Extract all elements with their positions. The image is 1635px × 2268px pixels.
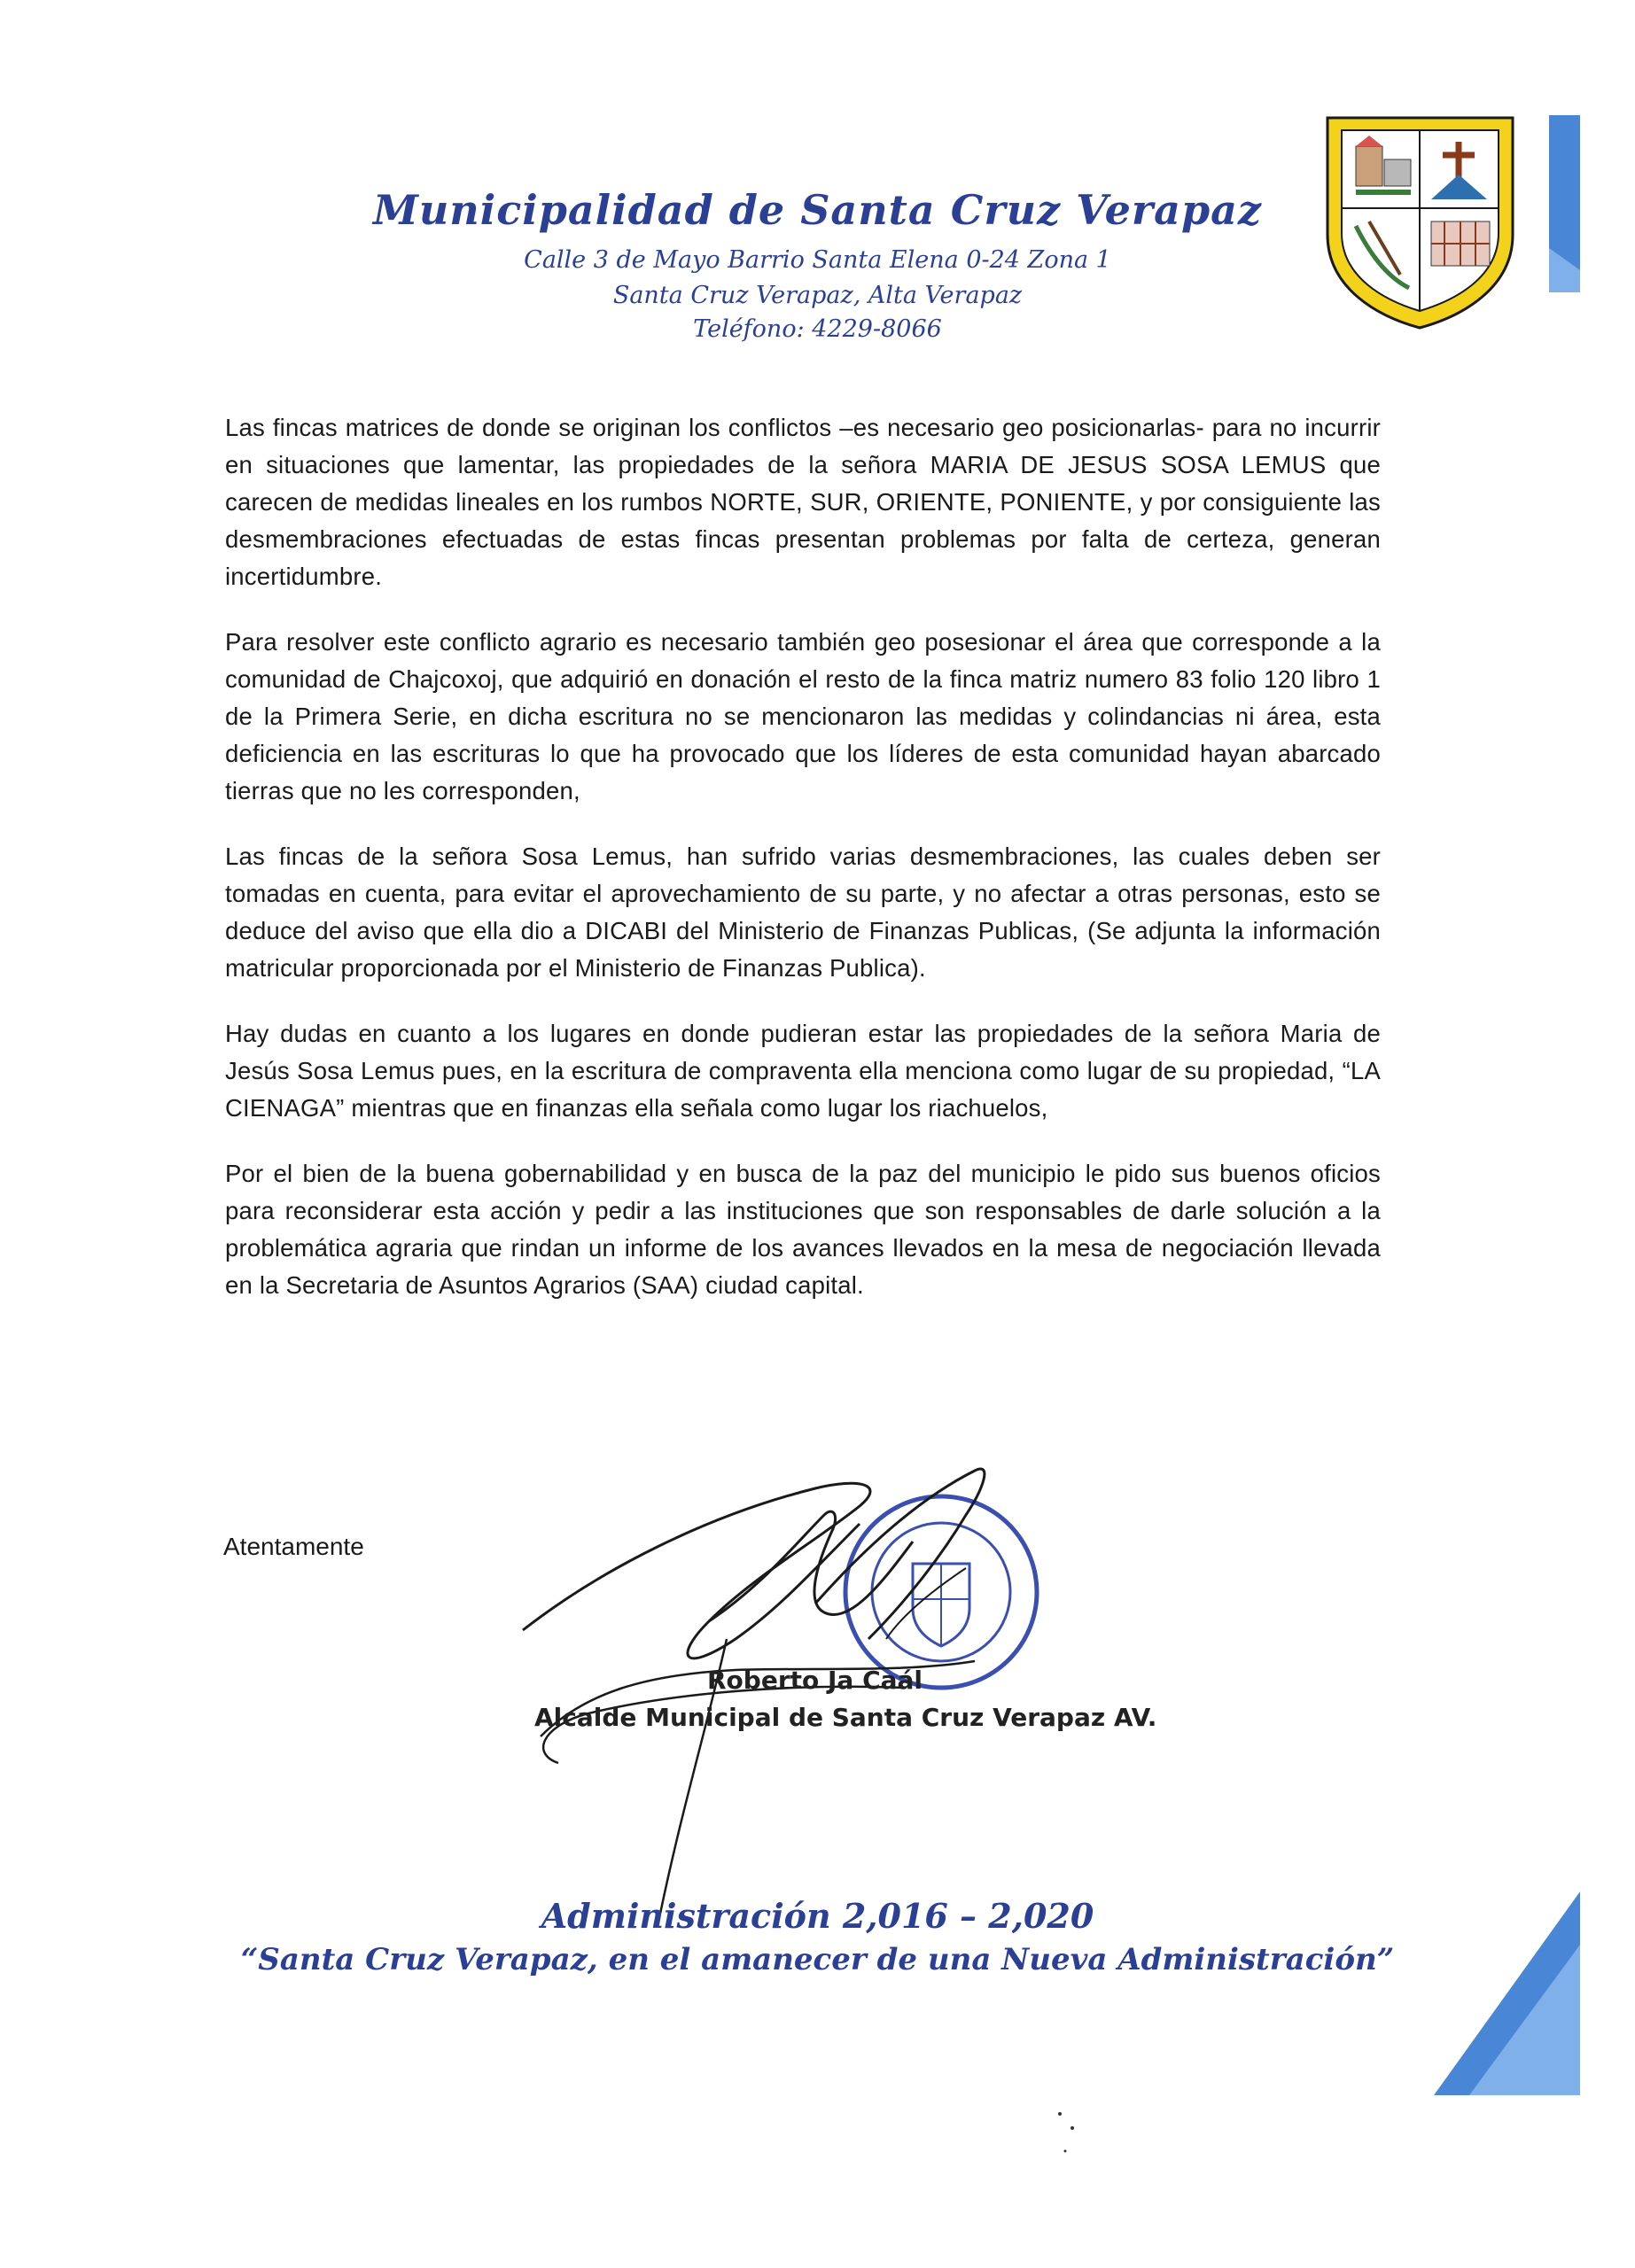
letterhead-phone: Teléfono: 4229-8066	[693, 315, 942, 343]
closing-text: Atentamente	[223, 1533, 364, 1560]
paragraph-4: Hay dudas en cuanto a los lugares en donde pudieran estar las propiedades de la señora Maria de Jesús Sosa Lemus pues, en la escritura de compraventa ella menciona como lugar de su propiedad, “LA CIENAGA” mientras que en finanzas ella señala como lugar los riachuelos,	[225, 1020, 1381, 1122]
footer-administration: Administración 2,016 – 2,020	[541, 1896, 1094, 1936]
signer-title: Alcalde Municipal de Santa Cruz Verapaz AV.	[534, 1703, 1157, 1732]
scan-specks	[1055, 2109, 1090, 2162]
corner-accent-top	[1549, 115, 1580, 292]
footer-slogan: “Santa Cruz Verapaz, en el amanecer de una Nueva Administración”	[240, 1942, 1395, 1977]
paragraph-2: Para resolver este conflicto agrario es necesario también geo posesionar el área que corresponde a la comunidad de Chajcoxoj, que adquirió en donación el resto de la finca matriz numero 83 folio 120 libro 1 de la Primera Serie, en dicha escritura no se mencionaron las medidas y colindancias ni área, esta deficiencia en las escrituras lo que ha provocado que los líderes de esta comunidad hayan abarcado tierras que no les corresponden,	[225, 628, 1381, 804]
letterhead-title: Municipalidad de Santa Cruz Verapaz	[372, 186, 1263, 234]
paragraph-5: Por el bien de la buena gobernabilidad y en busca de la paz del municipio le pido sus buenos oficios para reconsiderar esta acción y pedir a las instituciones que son responsables de darle solución a la problemática agraria que rindan un informe de los avances llevados en la mesa de negociación llevada en la Secretaria de Asuntos Agrarios (SAA) ciudad capital.	[225, 1160, 1381, 1299]
paragraph-3: Las fincas de la señora Sosa Lemus, han sufrido varias desmembraciones, las cuales deben ser tomadas en cuenta, para evitar el aprovechamiento de su parte, y no afectar a otras personas, esto se deduce del aviso que ella dio a DICABI del Ministerio de Finanzas Publicas, (Se adjunta la información matricular proporcionada por el Ministerio de Finanzas Publica).	[225, 843, 1381, 982]
corner-accent-bottom	[1434, 1891, 1580, 2095]
letter-body	[225, 409, 1381, 1332]
letterhead-address: Calle 3 de Mayo Barrio Santa Elena 0-24 Zona 1	[524, 246, 1111, 274]
municipal-crest-icon	[1320, 111, 1520, 332]
letterhead-city: Santa Cruz Verapaz, Alta Verapaz	[612, 282, 1023, 309]
signer-name: Roberto Ja Caál	[707, 1666, 923, 1695]
paragraph-1: Las fincas matrices de donde se originan los conflictos –es necesario geo posicionarlas- para no incurrir en situaciones que lamentar, las propiedades de la señora MARIA DE JESUS SOSA LEMUS que carecen de medidas lineales en los rumbos NORTE, SUR, ORIENTE, PONIENTE, y por consiguiente las desmembraciones efectuadas de estas fincas presentan problemas por falta de certeza, generan incertidumbre.	[225, 414, 1381, 590]
